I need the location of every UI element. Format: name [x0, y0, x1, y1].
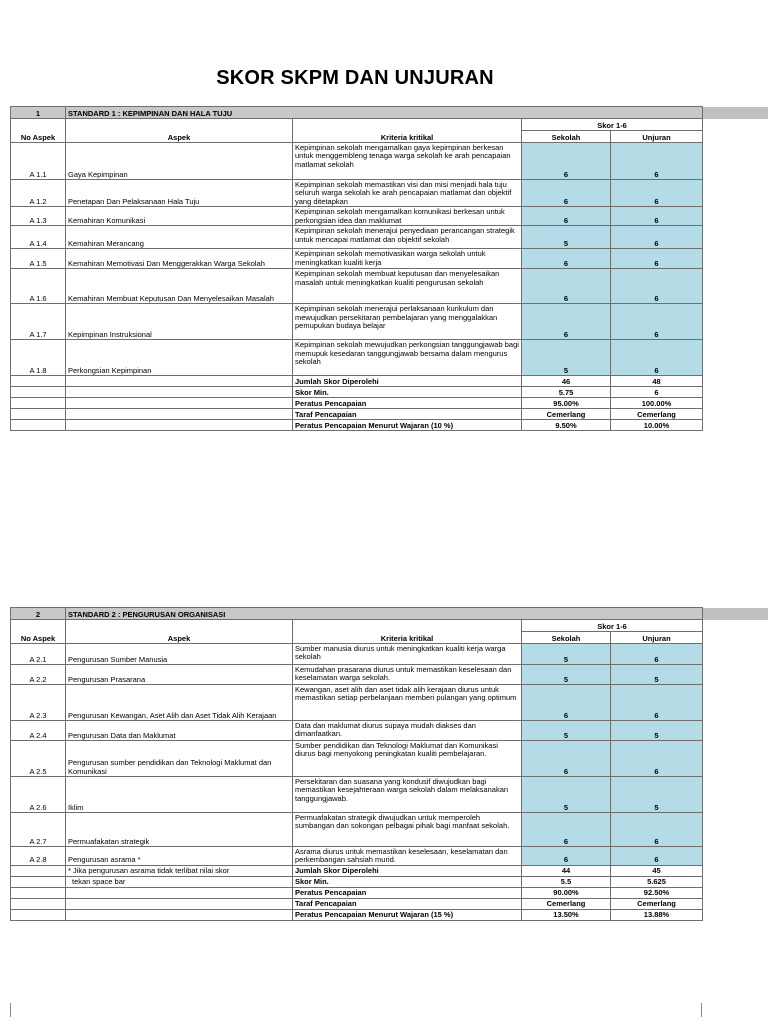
summary-row: [11, 376, 703, 387]
aspect-code: A 2.8: [11, 847, 66, 866]
summary-sekolah: 95.00%: [522, 398, 611, 409]
aspect-row: [11, 249, 703, 269]
page-edge-rule: [10, 1003, 11, 1017]
col-header-skor: Skor 1-6: [522, 620, 703, 632]
aspect-row: [11, 207, 703, 226]
aspect-code: A 1.2: [11, 180, 66, 207]
summary-sekolah: 13.50%: [522, 909, 611, 920]
criteria-text: Kepimpinan sekolah menerajui penyediaan perancangan strategik untuk mencapai matlamat dan objektif sekolah: [293, 226, 522, 249]
summary-row: [11, 420, 703, 431]
summary-note: [66, 420, 293, 431]
score-sekolah: 6: [522, 847, 611, 866]
summary-sekolah: 5.75: [522, 387, 611, 398]
summary-note: [66, 887, 293, 898]
summary-sekolah: Cemerlang: [522, 409, 611, 420]
summary-sekolah: 5.5: [522, 876, 611, 887]
criteria-text: Kemudahan prasarana diurus untuk memastikan keselesaan dan keselamatan warga sekolah.: [293, 665, 522, 685]
col-header-aspek: Aspek: [66, 620, 293, 644]
summary-label: Peratus Pencapaian: [293, 398, 522, 409]
aspect-row: [11, 304, 703, 340]
aspect-row: [11, 741, 703, 777]
summary-row: [11, 398, 703, 409]
col-header-skor: Skor 1-6: [522, 119, 703, 131]
header-band-extension: [701, 608, 768, 620]
score-unjuran: 6: [611, 644, 703, 665]
summary-note: [66, 898, 293, 909]
aspect-name: Gaya Kepimpinan: [66, 143, 293, 180]
criteria-text: Sumber pendidikan dan Teknologi Maklumat dan Komunikasi diurus bagi menyokong peningkatan kualiti pembelajaran.: [293, 741, 522, 777]
aspect-code: A 2.6: [11, 777, 66, 813]
aspect-name: Kemahiran Merancang: [66, 226, 293, 249]
summary-note: [66, 398, 293, 409]
score-unjuran: 6: [611, 685, 703, 721]
aspect-code: A 2.3: [11, 685, 66, 721]
aspect-code: A 2.2: [11, 665, 66, 685]
aspect-row: [11, 644, 703, 665]
summary-row: [11, 909, 703, 920]
criteria-text: Kepimpinan sekolah mengamalkan gaya kepimpinan berkesan untuk menggembleng tenaga warga sekolah ke arah pencapaian matlamat sekolah: [293, 143, 522, 180]
summary-row: [11, 409, 703, 420]
aspect-name: Perkongsian Kepimpinan: [66, 340, 293, 376]
summary-row: [11, 387, 703, 398]
criteria-text: Kewangan, aset alih dan aset tidak alih kerajaan diurus untuk memastikan setiap perbelanjaan memberi pulangan yang optimum: [293, 685, 522, 721]
aspect-row: [11, 777, 703, 813]
criteria-text: Kepimpinan sekolah memotivasikan warga sekolah untuk meningkatkan kualiti kerja: [293, 249, 522, 269]
aspect-code: A 1.8: [11, 340, 66, 376]
criteria-text: Data dan maklumat diurus supaya mudah diakses dan dimanfaatkan.: [293, 721, 522, 741]
summary-note: * Jika pengurusan asrama tidak terlibat nilai skor: [66, 865, 293, 876]
score-unjuran: 5: [611, 777, 703, 813]
col-header-sekolah: Sekolah: [522, 632, 611, 644]
header-band-extension: [701, 107, 768, 119]
aspect-code: A 2.4: [11, 721, 66, 741]
criteria-text: Kepimpinan sekolah menerajui perlaksanaan kurikulum dan mewujudkan persekitaran pembelajaran yang menggalakkan pemupukan budaya belajar: [293, 304, 522, 340]
score-sekolah: 6: [522, 813, 611, 847]
aspect-code: A 1.3: [11, 207, 66, 226]
score-sekolah: 5: [522, 340, 611, 376]
summary-unjuran: 10.00%: [611, 420, 703, 431]
aspect-name: Kemahiran Memotivasi Dan Menggerakkan Warga Sekolah: [66, 249, 293, 269]
summary-unjuran: 100.00%: [611, 398, 703, 409]
summary-unjuran: 48: [611, 376, 703, 387]
standard-number: 2: [11, 608, 66, 620]
score-sekolah: 5: [522, 226, 611, 249]
aspect-row: [11, 340, 703, 376]
summary-label: Jumlah Skor Diperolehi: [293, 865, 522, 876]
summary-label: Peratus Pencapaian Menurut Wajaran (15 %): [293, 909, 522, 920]
summary-note: [66, 409, 293, 420]
score-unjuran: 6: [611, 226, 703, 249]
page-edge-rule: [701, 1003, 702, 1017]
criteria-text: Asrama diurus untuk memastikan keselesaan, keselamatan dan perkembangan sahsiah murid.: [293, 847, 522, 866]
score-sekolah: 5: [522, 777, 611, 813]
score-unjuran: 5: [611, 721, 703, 741]
summary-label: Peratus Pencapaian Menurut Wajaran (10 %): [293, 420, 522, 431]
aspect-row: [11, 813, 703, 847]
summary-sekolah: 46: [522, 376, 611, 387]
aspect-code: A 1.4: [11, 226, 66, 249]
col-header-no-aspek: No Aspek: [11, 620, 66, 644]
summary-row: [11, 876, 703, 887]
summary-row: [11, 887, 703, 898]
summary-label: Taraf Pencapaian: [293, 898, 522, 909]
aspect-row: [11, 143, 703, 180]
criteria-text: Sumber manusia diurus untuk meningkatkan kualiti kerja warga sekolah: [293, 644, 522, 665]
aspect-name: Kemahiran Komunikasi: [66, 207, 293, 226]
aspect-code: A 1.5: [11, 249, 66, 269]
summary-spacer: [11, 409, 66, 420]
col-header-kriteria: Kriteria kritikal: [293, 119, 522, 143]
aspect-code: A 2.5: [11, 741, 66, 777]
standard-2-table: [10, 607, 703, 921]
summary-sekolah: Cemerlang: [522, 898, 611, 909]
summary-label: Jumlah Skor Diperolehi: [293, 376, 522, 387]
standard-1-table: [10, 106, 703, 431]
summary-spacer: [11, 876, 66, 887]
aspect-row: [11, 847, 703, 866]
criteria-text: Kepimpinan sekolah mengamalkan komunikasi berkesan untuk perkongsian idea dan maklumat: [293, 207, 522, 226]
aspect-name: Pengurusan Data dan Maklumat: [66, 721, 293, 741]
score-unjuran: 6: [611, 340, 703, 376]
aspect-name: Pengurusan sumber pendidikan dan Teknologi Maklumat dan Komunikasi: [66, 741, 293, 777]
summary-label: Peratus Pencapaian: [293, 887, 522, 898]
page-title: SKOR SKPM DAN UNJURAN: [216, 67, 494, 89]
score-unjuran: 6: [611, 741, 703, 777]
aspect-name: Pengurusan asrama *: [66, 847, 293, 866]
score-unjuran: 6: [611, 813, 703, 847]
score-sekolah: 6: [522, 741, 611, 777]
score-sekolah: 6: [522, 685, 611, 721]
summary-label: Skor Min.: [293, 387, 522, 398]
summary-label: Taraf Pencapaian: [293, 409, 522, 420]
criteria-text: Permuafakatan strategik diwujudkan untuk memperoleh sumbangan dan sokongan pelbagai pihak bagi manfaat sekolah.: [293, 813, 522, 847]
summary-sekolah: 90.00%: [522, 887, 611, 898]
summary-sekolah: 44: [522, 865, 611, 876]
score-sekolah: 6: [522, 207, 611, 226]
column-header-row: [11, 119, 703, 131]
score-sekolah: 6: [522, 180, 611, 207]
score-unjuran: 6: [611, 269, 703, 304]
summary-note: tekan space bar: [66, 876, 293, 887]
standard-number: 1: [11, 107, 66, 119]
aspect-row: [11, 180, 703, 207]
score-sekolah: 6: [522, 304, 611, 340]
aspect-row: [11, 665, 703, 685]
summary-note: [66, 909, 293, 920]
summary-spacer: [11, 887, 66, 898]
aspect-name: Kemahiran Membuat Keputusan Dan Menyelesaikan Masalah: [66, 269, 293, 304]
summary-sekolah: 9.50%: [522, 420, 611, 431]
score-unjuran: 6: [611, 847, 703, 866]
summary-unjuran: 13.88%: [611, 909, 703, 920]
aspect-code: A 2.1: [11, 644, 66, 665]
summary-note: [66, 376, 293, 387]
summary-spacer: [11, 420, 66, 431]
summary-spacer: [11, 387, 66, 398]
summary-unjuran: 45: [611, 865, 703, 876]
criteria-text: Kepimpinan sekolah membuat keputusan dan menyelesaikan masalah untuk meningkatkan kualiti pengurusan sekolah: [293, 269, 522, 304]
summary-unjuran: 6: [611, 387, 703, 398]
score-sekolah: 5: [522, 665, 611, 685]
summary-row: [11, 865, 703, 876]
aspect-row: [11, 685, 703, 721]
score-sekolah: 5: [522, 721, 611, 741]
standard-name: STANDARD 2 : PENGURUSAN ORGANISASI: [66, 608, 522, 620]
criteria-text: Persekitaran dan suasana yang kondusif diwujudkan bagi memastikan kesejahteraan warga sekolah dalam melaksanakan tanggungjawab.: [293, 777, 522, 813]
summary-note: [66, 387, 293, 398]
criteria-text: Kepimpinan sekolah memastikan visi dan misi menjadi hala tuju seluruh warga sekolah ke arah pencapaian matlamat dan objektif yang ditetapkan: [293, 180, 522, 207]
col-header-no-aspek: No Aspek: [11, 119, 66, 143]
standard-header-row: [11, 107, 703, 119]
aspect-row: [11, 269, 703, 304]
standard-header-row: [11, 608, 703, 620]
summary-spacer: [11, 376, 66, 387]
aspect-code: A 1.7: [11, 304, 66, 340]
aspect-code: A 1.6: [11, 269, 66, 304]
score-unjuran: 6: [611, 207, 703, 226]
aspect-name: Pengurusan Prasarana: [66, 665, 293, 685]
score-unjuran: 5: [611, 665, 703, 685]
summary-spacer: [11, 865, 66, 876]
score-unjuran: 6: [611, 180, 703, 207]
aspect-row: [11, 721, 703, 741]
score-unjuran: 6: [611, 249, 703, 269]
summary-unjuran: 92.50%: [611, 887, 703, 898]
summary-unjuran: Cemerlang: [611, 898, 703, 909]
summary-row: [11, 898, 703, 909]
col-header-sekolah: Sekolah: [522, 131, 611, 143]
aspect-name: Iklim: [66, 777, 293, 813]
aspect-name: Permuafakatan strategik: [66, 813, 293, 847]
aspect-row: [11, 226, 703, 249]
col-header-unjuran: Unjuran: [611, 632, 703, 644]
column-header-row: [11, 620, 703, 632]
summary-unjuran: 5.625: [611, 876, 703, 887]
aspect-name: Pengurusan Kewangan, Aset Alih dan Aset Tidak Alih Kerajaan: [66, 685, 293, 721]
col-header-aspek: Aspek: [66, 119, 293, 143]
standard-name: STANDARD 1 : KEPIMPINAN DAN HALA TUJU: [66, 107, 522, 119]
summary-spacer: [11, 398, 66, 409]
score-unjuran: 6: [611, 304, 703, 340]
score-unjuran: 6: [611, 143, 703, 180]
score-sekolah: 6: [522, 249, 611, 269]
aspect-name: Penetapan Dan Pelaksanaan Hala Tuju: [66, 180, 293, 207]
score-sekolah: 6: [522, 269, 611, 304]
aspect-name: Kepimpinan Instruksional: [66, 304, 293, 340]
criteria-text: Kepimpinan sekolah mewujudkan perkongsian tanggungjawab bagi memupuk kesedaran tanggungjawab bersama dalam mengurus sekolah: [293, 340, 522, 376]
summary-unjuran: Cemerlang: [611, 409, 703, 420]
score-sekolah: 6: [522, 143, 611, 180]
col-header-kriteria: Kriteria kritikal: [293, 620, 522, 644]
aspect-name: Pengurusan Sumber Manusia: [66, 644, 293, 665]
aspect-code: A 2.7: [11, 813, 66, 847]
summary-label: Skor Min.: [293, 876, 522, 887]
score-sekolah: 5: [522, 644, 611, 665]
summary-spacer: [11, 898, 66, 909]
col-header-unjuran: Unjuran: [611, 131, 703, 143]
aspect-code: A 1.1: [11, 143, 66, 180]
summary-spacer: [11, 909, 66, 920]
